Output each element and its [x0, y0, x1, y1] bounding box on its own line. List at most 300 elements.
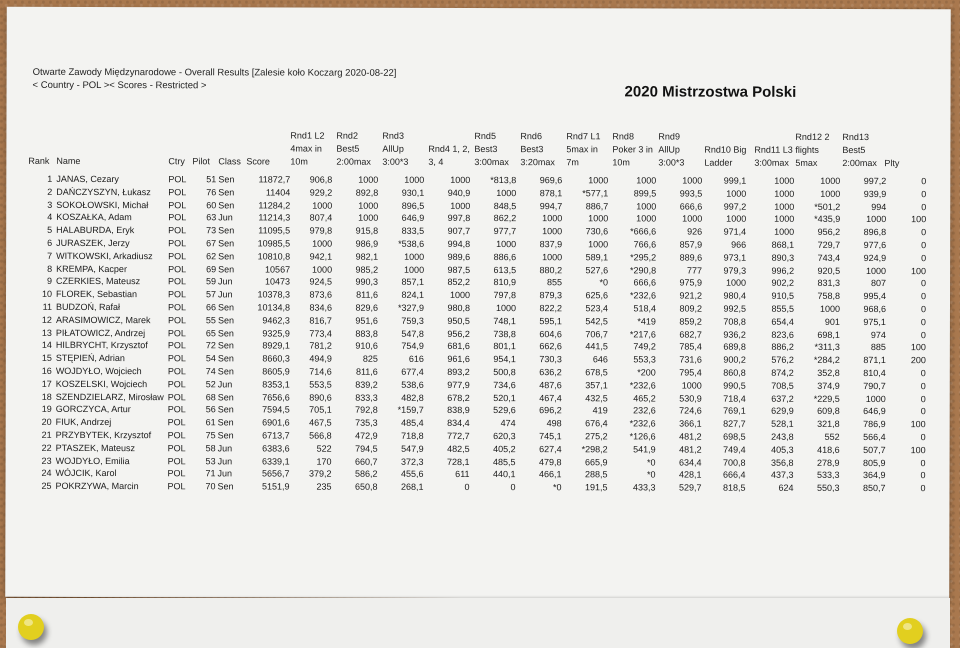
table-cell: 10378,3 — [257, 289, 291, 300]
table-cell: 971,4 — [723, 226, 747, 237]
table-cell: 636,2 — [539, 367, 562, 378]
table-cell: 646,9 — [401, 213, 425, 224]
table-cell: 940,9 — [447, 187, 471, 198]
table-cell: 0 — [464, 482, 470, 493]
table-cell: 68 — [205, 391, 216, 402]
table-cell: 1000 — [358, 213, 379, 224]
table-cell: POL — [168, 212, 187, 223]
competition-header: Otwarte Zawody Międzynarodowe - Overall Results [Zalesie koło Koczarg 2020-08-22] — [32, 66, 397, 79]
table-cell: 530,9 — [679, 393, 702, 404]
table-cell: 405,3 — [771, 444, 794, 455]
table-cell: 1000 — [542, 226, 563, 237]
table-cell: 730,6 — [585, 226, 609, 237]
table-cell: 5 — [47, 225, 53, 236]
table-cell: POL — [167, 455, 186, 466]
table-row — [5, 481, 949, 496]
table-cell: 990,5 — [723, 380, 746, 391]
table-cell: 472,9 — [355, 430, 378, 441]
table-cell: Sen — [217, 430, 234, 441]
table-cell: HILBRYCHT, Krzysztof — [55, 340, 148, 351]
table-cell: POL — [167, 302, 187, 313]
table-cell: 53 — [205, 455, 216, 466]
table-cell: 14 — [41, 340, 52, 351]
table-cell: 553,5 — [309, 379, 332, 390]
table-cell: 766,6 — [633, 239, 657, 250]
table-cell: 0 — [920, 368, 926, 379]
table-cell: 708,5 — [771, 380, 794, 391]
table-cell: 1000 — [636, 201, 657, 212]
table-cell: 906,8 — [309, 174, 333, 185]
table-cell: 708,8 — [723, 316, 746, 327]
table-cell: 604,6 — [539, 328, 562, 339]
table-cell: 1000 — [820, 188, 841, 199]
table-cell: 6383,6 — [262, 443, 290, 454]
table-cell: 8353,1 — [262, 379, 290, 390]
table-cell: 1000 — [496, 239, 517, 250]
yellow-pushpin-icon — [18, 614, 44, 640]
table-cell: 507,7 — [863, 444, 886, 455]
table-cell: 829,6 — [355, 302, 379, 313]
table-cell: 1000 — [726, 278, 747, 289]
table-cell: 637,2 — [771, 393, 794, 404]
table-cell: *232,6 — [629, 418, 656, 429]
table-cell: 992,5 — [723, 303, 746, 314]
table-cell: POL — [167, 481, 186, 492]
table-cell: 1000 — [312, 200, 333, 211]
table-cell: 18 — [41, 391, 52, 402]
table-cell: 275,2 — [585, 431, 608, 442]
table-cell: 879,3 — [539, 290, 563, 301]
table-cell: 10985,5 — [257, 238, 291, 249]
table-cell: 833,3 — [355, 392, 378, 403]
table-cell: 405,2 — [493, 443, 516, 454]
page-title: 2020 Mistrzostwa Polski — [624, 83, 797, 101]
table-cell: POL — [167, 366, 186, 377]
table-cell: 772,7 — [447, 430, 470, 441]
table-cell: 200 — [910, 355, 926, 366]
table-cell: 1000 — [866, 265, 887, 276]
table-cell: 533,3 — [817, 470, 840, 481]
table-cell: BUDZOŃ, Rafał — [55, 301, 121, 313]
table-cell: 191,5 — [584, 482, 608, 493]
table-cell: 682,7 — [679, 329, 702, 340]
table-cell: 1000 — [865, 393, 886, 404]
column-header: Ctry — [168, 156, 185, 167]
table-cell: JANAS, Cezary — [56, 173, 119, 185]
table-cell: POL — [167, 442, 186, 454]
table-cell: 1000 — [726, 214, 747, 225]
table-cell: 650,8 — [354, 481, 378, 492]
table-cell: 586,2 — [355, 469, 378, 480]
table-cell: 352,8 — [817, 367, 840, 378]
table-cell: 839,2 — [355, 379, 378, 390]
table-cell: 0 — [921, 176, 927, 187]
table-cell: 939,9 — [863, 188, 887, 199]
table-cell: 1000 — [358, 174, 379, 185]
table-cell: 474 — [500, 418, 516, 429]
table-cell: 831,3 — [817, 278, 841, 289]
table-cell: *217,6 — [629, 328, 656, 340]
table-cell: 980,4 — [723, 290, 747, 301]
table-cell: 907,7 — [447, 226, 471, 237]
table-cell: 974 — [870, 329, 886, 340]
table-cell: 379,2 — [309, 468, 332, 480]
table-cell: 718,4 — [723, 393, 746, 404]
column-header: Rnd3 AllUp 3:00*3 — [382, 130, 409, 167]
table-cell: 1000 — [774, 226, 795, 238]
table-cell: Sen — [218, 251, 235, 262]
table-cell: *311,3 — [814, 342, 840, 353]
table-cell: 23 — [41, 455, 52, 466]
table-cell: 10134,8 — [257, 302, 291, 313]
table-cell: 890,3 — [771, 252, 795, 263]
table-cell: POKRZYWA, Marcin — [55, 481, 139, 492]
table-cell: 0 — [920, 470, 926, 481]
table-cell: 523,4 — [585, 303, 608, 314]
column-header: Rnd7 L1 5max in 7m — [566, 131, 601, 168]
table-cell: 528,1 — [771, 418, 794, 430]
table-cell: 1000 — [542, 213, 563, 224]
table-cell: 987,5 — [447, 264, 471, 275]
table-cell: *666,6 — [630, 226, 657, 237]
table-cell: 1000 — [404, 264, 425, 275]
table-cell: 611 — [455, 469, 470, 480]
table-cell: 1000 — [404, 251, 425, 262]
table-cell: 662,6 — [539, 341, 562, 352]
table-cell: 698,1 — [817, 329, 840, 340]
table-cell: 65 — [205, 327, 216, 338]
table-cell: 794,5 — [355, 443, 378, 454]
table-cell: POL — [167, 404, 186, 415]
table-cell: HALABURDA, Eryk — [56, 225, 135, 236]
table-cell: 374,9 — [817, 380, 840, 391]
table-cell: 1000 — [588, 213, 609, 224]
table-cell: 547,9 — [401, 443, 424, 454]
table-cell: *229,5 — [813, 393, 840, 404]
table-cell: 616 — [408, 354, 424, 365]
table-cell: 364,9 — [863, 470, 886, 481]
table-cell: 1000 — [404, 174, 425, 185]
table-cell: 678,2 — [447, 392, 470, 403]
table-cell: 1000 — [358, 200, 379, 211]
table-cell: 357,1 — [585, 380, 608, 391]
table-cell: 731,6 — [679, 354, 702, 365]
table-cell: 66 — [205, 302, 217, 313]
table-cell: CZERKIES, Mateusz — [56, 276, 141, 287]
table-cell: 609,8 — [817, 406, 840, 417]
table-cell: Sen — [218, 174, 235, 185]
table-cell: 100 — [911, 214, 927, 225]
table-cell: 0 — [920, 406, 926, 417]
table-cell: 455,6 — [401, 469, 424, 480]
table-cell: 915,8 — [355, 225, 379, 236]
table-cell: 889,6 — [679, 252, 703, 263]
table-cell: 860,8 — [723, 367, 746, 378]
table-cell: 243,8 — [771, 431, 794, 442]
table-cell: 1000 — [774, 201, 795, 212]
table-cell: 0 — [920, 316, 926, 327]
table-cell: 11284,2 — [258, 200, 291, 211]
table-cell: 996,2 — [771, 265, 795, 276]
table-cell: 997,2 — [723, 201, 747, 212]
table-cell: *295,2 — [630, 252, 657, 263]
table-cell: 857,9 — [679, 239, 703, 250]
table-cell: 730,3 — [539, 354, 562, 365]
table-cell: 465,2 — [633, 393, 656, 404]
table-cell: *501,2 — [814, 201, 841, 212]
table-cell: 743,4 — [817, 252, 841, 263]
table-cell: 1000 — [588, 175, 609, 186]
table-cell: 529,6 — [493, 405, 516, 416]
table-cell: 1000 — [681, 380, 702, 391]
table-cell: 0 — [920, 291, 927, 302]
table-cell: 956,2 — [817, 227, 841, 238]
table-cell: 624 — [778, 482, 794, 494]
table-cell: 924,9 — [863, 252, 887, 263]
table-cell: FLOREK, Sebastian — [56, 289, 138, 300]
table-cell: 170 — [316, 456, 332, 467]
table-cell: 6901,6 — [262, 417, 290, 428]
table-cell: 827,7 — [723, 418, 746, 429]
table-cell: POL — [168, 238, 187, 249]
column-header: Rnd8 Poker 3 in 10m — [612, 131, 653, 168]
table-cell: 857,1 — [401, 277, 425, 288]
table-cell: STĘPIEŃ, Adrian — [55, 353, 125, 364]
table-cell: 896,5 — [401, 200, 425, 211]
table-cell: 0 — [920, 393, 926, 404]
table-cell: 6713,7 — [262, 430, 290, 441]
table-cell: 566,4 — [863, 432, 886, 443]
table-cell: 855 — [547, 277, 563, 288]
table-cell: 481,2 — [679, 444, 702, 455]
yellow-pushpin-icon — [897, 618, 923, 644]
table-cell: 977,7 — [493, 226, 517, 237]
table-cell: 676,4 — [585, 418, 608, 429]
table-cell: 838,9 — [447, 405, 470, 416]
table-cell: FIUK, Andrzej — [55, 417, 112, 428]
table-cell: 0 — [921, 252, 927, 263]
table-cell: 500,8 — [493, 367, 516, 378]
table-cell: 834,6 — [309, 302, 333, 313]
table-cell: 437,3 — [771, 470, 794, 481]
table-cell: *298,2 — [581, 444, 608, 455]
table-cell: POL — [168, 186, 187, 198]
table-cell: 553,3 — [633, 354, 656, 365]
column-header: Class — [218, 156, 241, 167]
table-cell: 810,4 — [863, 368, 886, 379]
table-cell: 810,9 — [493, 277, 517, 288]
table-cell: 714,6 — [309, 366, 332, 377]
table-cell: 859,2 — [679, 316, 702, 327]
table-cell: 8 — [47, 263, 53, 274]
table-cell: 792,8 — [355, 405, 378, 416]
table-cell: 7594,5 — [262, 404, 290, 415]
table-cell: 885 — [870, 342, 886, 353]
table-cell: 1000 — [312, 238, 333, 249]
table-cell: POL — [167, 417, 186, 428]
table-cell: 7656,6 — [262, 392, 290, 403]
table-cell: 432,5 — [585, 392, 608, 403]
table-cell: POL — [168, 225, 187, 236]
table-cell: KREMPA, Kacper — [56, 263, 127, 274]
table-cell: 977,6 — [863, 240, 887, 251]
table-cell: 0 — [920, 329, 926, 340]
table-cell: 834,4 — [447, 418, 470, 429]
table-cell: 467,4 — [539, 392, 562, 403]
table-cell: 1000 — [636, 175, 657, 186]
table-cell: 994 — [871, 201, 887, 212]
table-cell: 627,4 — [539, 443, 562, 455]
table-cell: 920,5 — [817, 265, 841, 276]
table-cell: 1000 — [819, 303, 840, 314]
table-cell: SZENDZIELARZ, Mirosław — [55, 391, 164, 402]
table-cell: 576,2 — [771, 354, 794, 366]
table-cell: 666,4 — [723, 470, 746, 481]
table-cell: 481,2 — [679, 431, 702, 442]
column-header: Rnd4 1, 2, 3, 4 — [428, 143, 470, 167]
table-cell: 837,9 — [539, 239, 563, 250]
table-cell: 924,5 — [309, 276, 333, 288]
table-cell: *419 — [637, 316, 656, 327]
table-cell: 880,2 — [539, 264, 563, 275]
table-cell: 689,8 — [723, 342, 746, 353]
table-cell: 873,6 — [309, 289, 333, 300]
column-header: Rnd13 Best5 2:00max — [842, 131, 877, 169]
table-cell: 11214,3 — [258, 212, 291, 223]
table-cell: 321,8 — [817, 419, 840, 430]
column-header: Rnd5 Best3 3:00max — [474, 130, 509, 168]
table-cell: 818,5 — [722, 482, 746, 493]
table-cell: 993,5 — [679, 188, 703, 199]
column-header: Rnd6 Best3 3:20max — [520, 131, 555, 168]
table-cell: 57 — [205, 289, 217, 300]
table-cell: *0 — [647, 457, 656, 468]
table-cell: 5656,7 — [262, 468, 290, 479]
table-cell: 749,2 — [633, 341, 656, 352]
table-cell: 850,7 — [862, 483, 886, 494]
table-cell: 734,6 — [493, 379, 516, 390]
table-cell: 56 — [205, 404, 216, 415]
table-cell: Jun — [218, 212, 233, 223]
table-cell: 1000 — [774, 214, 795, 225]
table-cell: 986,9 — [355, 238, 379, 249]
table-cell: *159,7 — [397, 405, 424, 416]
table-cell: 666,6 — [633, 277, 657, 288]
table-cell: POL — [168, 289, 187, 300]
table-cell: 7 — [47, 250, 53, 261]
column-header: Rank — [28, 155, 50, 166]
table-cell: 61 — [205, 417, 216, 428]
table-cell: 968,6 — [863, 304, 886, 315]
table-cell: 100 — [911, 265, 927, 276]
column-header: Score — [246, 156, 270, 167]
table-cell: Sen — [217, 327, 234, 338]
table-cell: 961,6 — [447, 354, 470, 365]
table-cell: 70 — [205, 481, 216, 492]
table-cell: 823,6 — [771, 329, 794, 340]
table-cell: 58 — [205, 443, 216, 454]
table-cell: 8660,3 — [262, 353, 290, 364]
table-cell: 17 — [41, 378, 52, 389]
table-cell: 541,9 — [633, 444, 656, 455]
table-cell: *0 — [647, 469, 656, 480]
table-cell: KOSZELSKI, Wojciech — [55, 378, 148, 389]
table-cell: 529,7 — [678, 482, 702, 493]
table-cell: 735,3 — [355, 417, 378, 428]
table-cell: 729,7 — [817, 239, 841, 250]
table-cell: Sen — [218, 225, 235, 236]
table-cell: 886,2 — [771, 342, 794, 353]
table-cell: Sen — [217, 302, 235, 313]
column-header: Rnd9 AllUp 3:00*3 — [658, 131, 685, 168]
table-cell: 921,2 — [679, 290, 703, 301]
table-cell: 718,8 — [401, 430, 424, 441]
table-cell: Jun — [217, 455, 233, 466]
table-cell: 2 — [47, 186, 53, 197]
table-cell: Sen — [217, 417, 234, 428]
table-cell: 886,6 — [493, 251, 517, 262]
table-cell: 625,6 — [585, 290, 609, 301]
table-cell: WITKOWSKI, Arkadiusz — [56, 250, 153, 261]
table-cell: 522 — [316, 443, 332, 454]
table-cell: 759,3 — [401, 315, 424, 326]
table-cell: 0 — [921, 188, 927, 199]
table-cell: WOJDYŁO, Wojciech — [55, 365, 142, 377]
table-cell: 754,9 — [401, 341, 424, 352]
table-cell: 728,1 — [447, 456, 470, 467]
table-cell: Sen — [217, 366, 234, 377]
table-cell: 975,1 — [863, 316, 886, 327]
table-cell: POL — [168, 199, 187, 210]
table-cell: 930,1 — [401, 187, 425, 198]
table-cell: 950,5 — [447, 315, 470, 326]
table-cell: 678,5 — [585, 367, 608, 378]
table-cell: *327,9 — [397, 302, 425, 313]
table-cell: 24 — [41, 468, 52, 479]
table-cell: 1000 — [866, 214, 887, 225]
table-cell: 74 — [205, 366, 216, 377]
table-cell: 566,8 — [309, 430, 332, 441]
table-cell: 10473 — [265, 276, 291, 287]
table-cell: 769,1 — [723, 406, 746, 417]
table-cell: Jun — [218, 289, 233, 300]
table-cell: 75 — [205, 430, 216, 441]
table-cell: 634,4 — [679, 457, 702, 468]
table-cell: 629,9 — [771, 406, 794, 417]
table-cell: POL — [167, 468, 186, 479]
table-cell: 1 — [47, 173, 53, 184]
table-cell: 235 — [316, 481, 332, 492]
table-cell: 0 — [920, 380, 926, 391]
table-cell: 527,6 — [585, 264, 609, 275]
table-cell: 892,8 — [355, 187, 379, 198]
table-cell: 485,4 — [401, 417, 424, 429]
table-cell: 980,8 — [447, 302, 471, 313]
table-cell: 878,1 — [539, 187, 563, 199]
table-cell: 11 — [42, 301, 53, 312]
table-cell: 705,1 — [309, 404, 332, 416]
table-cell: 466,1 — [539, 469, 562, 480]
table-cell: 11872,7 — [258, 174, 291, 185]
table-cell: KOSZAŁKA, Adam — [56, 212, 132, 223]
table-cell: 485,5 — [493, 456, 516, 467]
table-cell: 910,5 — [771, 290, 795, 302]
table-cell: 997,8 — [447, 213, 471, 224]
table-cell: 8605,9 — [262, 366, 290, 377]
table-cell: 1000 — [542, 251, 563, 263]
table-cell: Sen — [217, 391, 234, 402]
table-cell: 538,6 — [401, 379, 424, 390]
